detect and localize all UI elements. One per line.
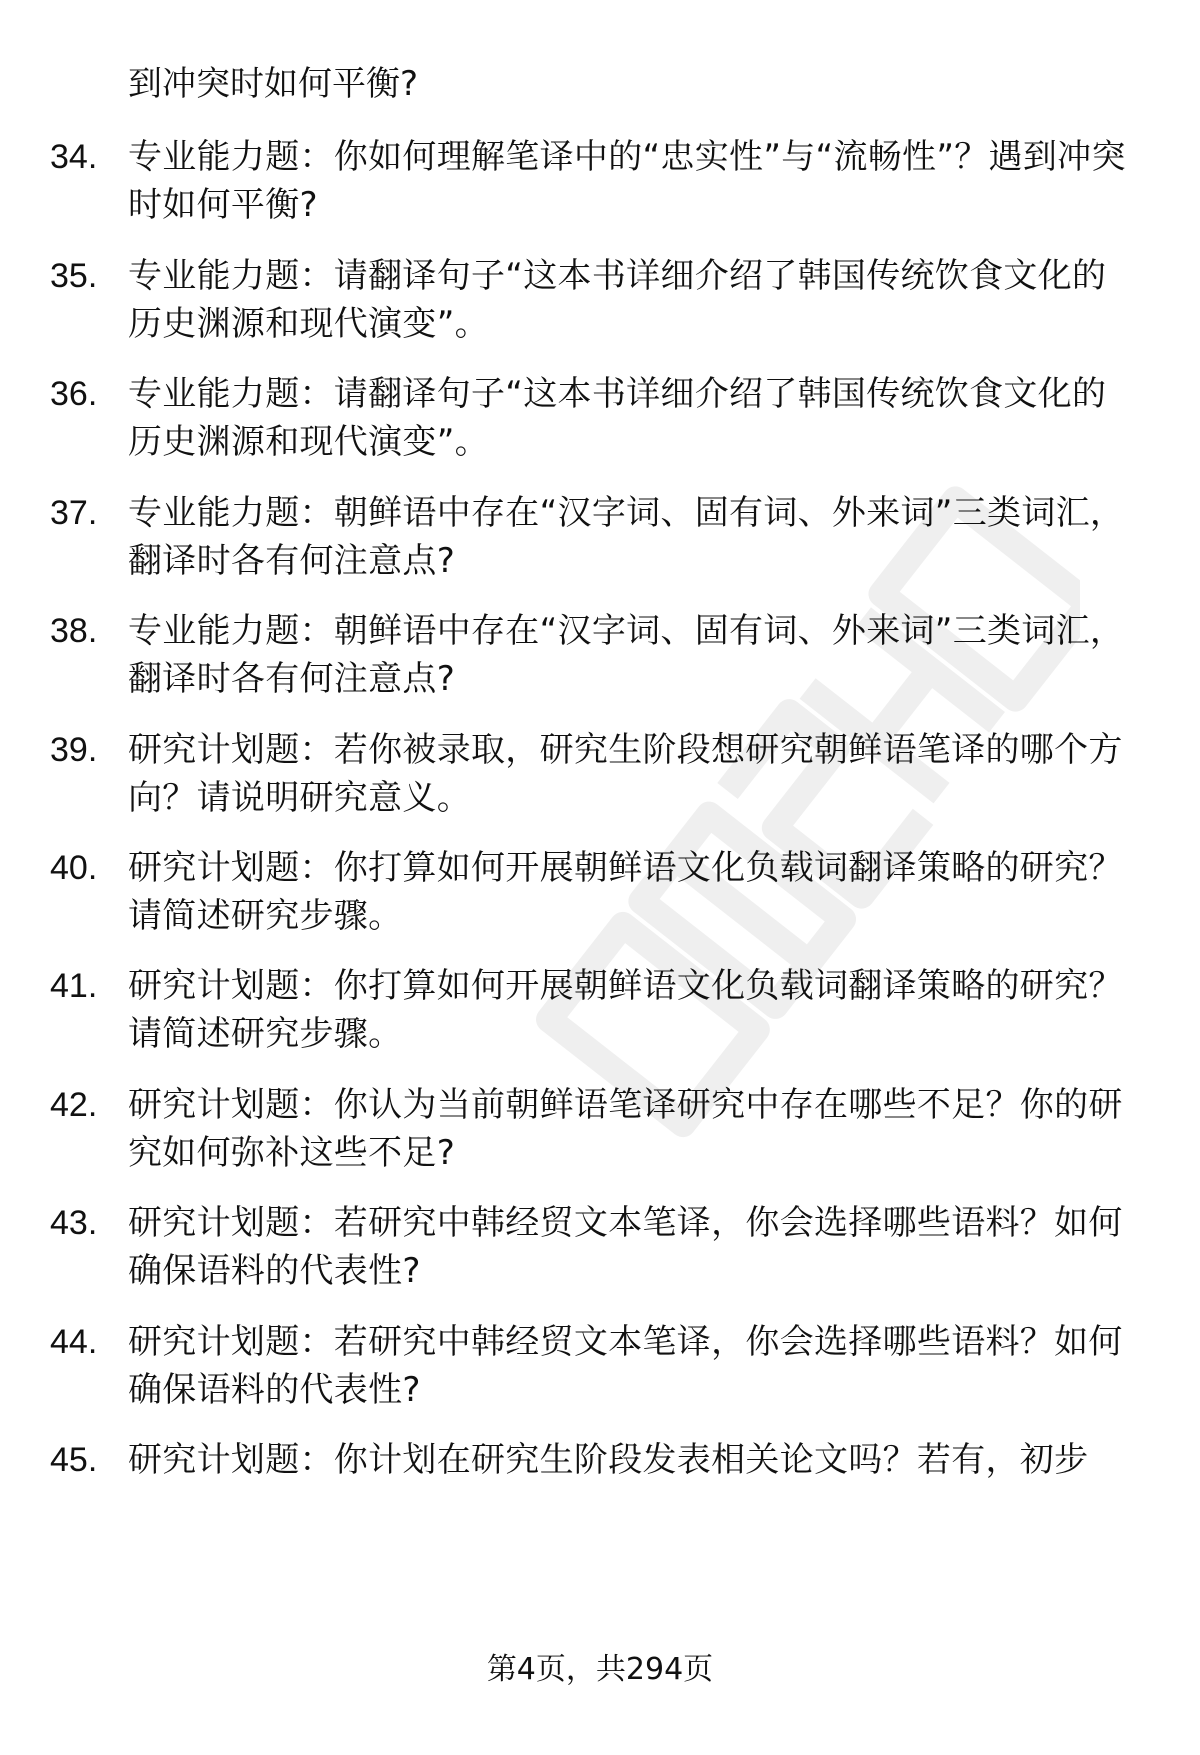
list-item [50, 489, 1150, 589]
continued-text: 到冲突时如何平衡? [128, 64, 419, 104]
item-text: 专业能力题：你如何理解笔译中的“忠实性”与“流畅性”？遇到冲突时如何平衡? [128, 137, 1126, 225]
list-item [50, 1318, 1150, 1418]
item-number: 40. [50, 849, 98, 887]
item-text: 研究计划题：若研究中韩经贸文本笔译，你会选择哪些语料？如何确保语料的代表性? [128, 1203, 1123, 1291]
list-item [50, 1199, 1150, 1299]
list-item [50, 844, 1150, 944]
list-item [50, 1081, 1150, 1181]
item-number: 39. [50, 731, 98, 769]
item-text: 研究计划题：你认为当前朝鲜语笔译研究中存在哪些不足？你的研究如何弥补这些不足? [128, 1085, 1123, 1173]
item-text: 专业能力题：请翻译句子“这本书详细介绍了韩国传统饮食文化的历史渊源和现代演变”。 [128, 374, 1107, 462]
item-number: 41. [50, 967, 98, 1005]
item-text: 研究计划题：你计划在研究生阶段发表相关论文吗？若有，初步 [128, 1440, 1089, 1480]
item-text: 专业能力题：朝鲜语中存在“汉字词、固有词、外来词”三类词汇，翻译时各有何注意点? [128, 493, 1125, 581]
item-number: 42. [50, 1086, 98, 1124]
list-item [50, 607, 1150, 707]
item-number: 35. [50, 257, 98, 295]
item-number: 44. [50, 1323, 98, 1361]
item-text: 专业能力题：朝鲜语中存在“汉字词、固有词、外来词”三类词汇，翻译时各有何注意点? [128, 611, 1125, 699]
item-number: 37. [50, 494, 98, 532]
page-number: 第4页，共294页 [486, 1652, 714, 1687]
item-number: 45. [50, 1441, 98, 1479]
list-item [50, 370, 1150, 470]
list-item [50, 133, 1150, 233]
item-number: 43. [50, 1204, 98, 1242]
list-item [50, 252, 1150, 352]
item-text: 研究计划题：若你被录取，研究生阶段想研究朝鲜语笔译的哪个方向？请说明研究意义。 [128, 730, 1123, 818]
list-item [50, 726, 1150, 826]
item-number: 38. [50, 612, 98, 650]
list-item [50, 962, 1150, 1062]
item-number: 34. [50, 138, 98, 176]
item-text: 专业能力题：请翻译句子“这本书详细介绍了韩国传统饮食文化的历史渊源和现代演变”。 [128, 256, 1107, 344]
item-text: 研究计划题：你打算如何开展朝鲜语文化负载词翻译策略的研究？请简述研究步骤。 [128, 848, 1123, 936]
list-item [50, 1436, 1150, 1536]
item-text: 研究计划题：若研究中韩经贸文本笔译，你会选择哪些语料？如何确保语料的代表性? [128, 1322, 1123, 1410]
item-number: 36. [50, 375, 98, 413]
item-text: 研究计划题：你打算如何开展朝鲜语文化负载词翻译策略的研究？请简述研究步骤。 [128, 966, 1123, 1054]
